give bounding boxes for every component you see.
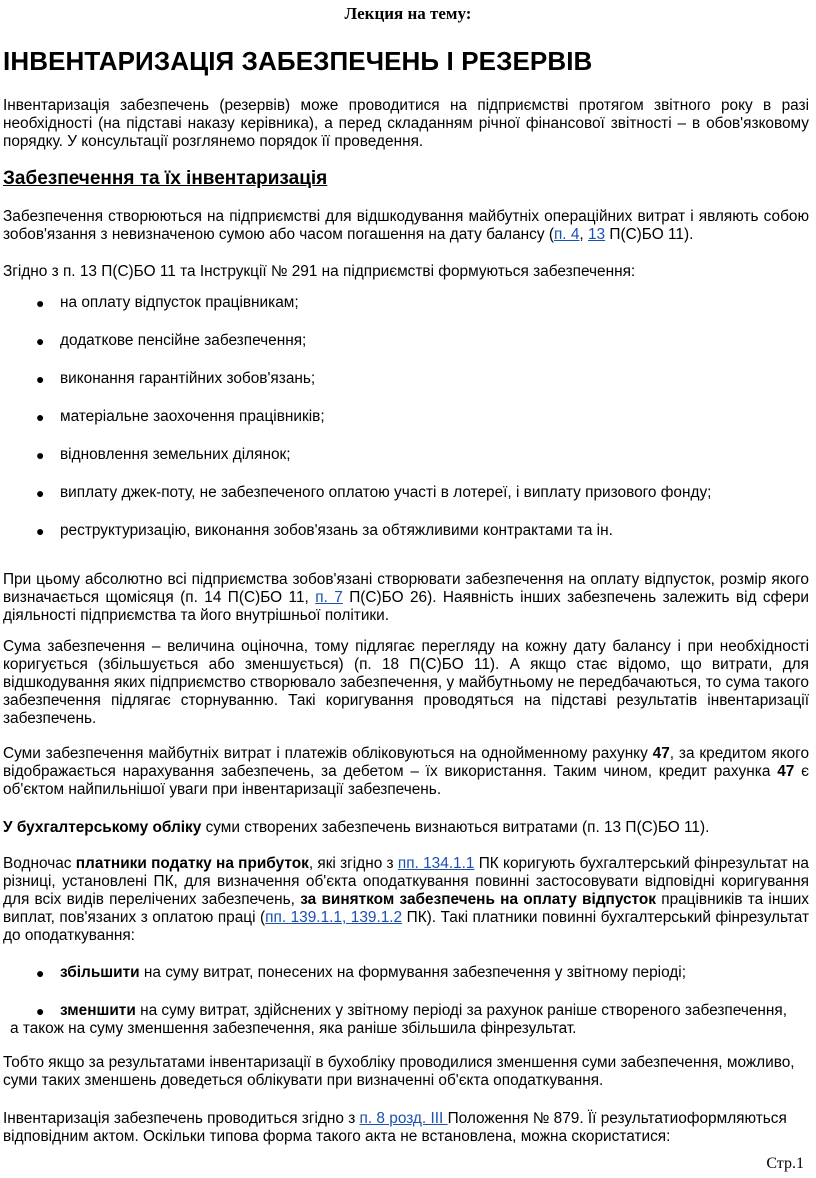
list-item: ● виплату джек-поту, не забезпеченого оплатою участі в лотереї, і виплату призового фонду; — [36, 484, 712, 501]
list-item: ● додаткове пенсійне забезпечення; — [36, 332, 307, 349]
link-p8-section-3[interactable]: п. 8 розд. ІІІ — [359, 1110, 448, 1127]
section-heading: Забезпечення та їх інвентаризація — [3, 168, 328, 189]
bullet-icon: ● — [36, 1003, 45, 1019]
lecture-header: Лекция на тему: — [344, 4, 472, 23]
paragraph-taxpayers: Водночас платники податку на прибуток, які згідно з пп. 134.1.1 ПК коригують бухгалтерський фінрезультат на різниці, установлені ПК, для визначення об'єкта оподаткування повинні застосовувати відповідні коригування для всіх видів перелічених забезпечень, за винятком забезпечень на оплату відпусток працівників та інших виплат, пов'язаних з оплатою праці (пп. 139.1.1, 139.1.2 ПК). Такі платники повинні бухгалтерський фінрезультат до оподаткування: — [3, 855, 809, 944]
document-title: ІНВЕНТАРИЗАЦІЯ ЗАБЕЗПЕЧЕНЬ І РЕЗЕРВІВ — [3, 46, 593, 76]
bullet-icon: ● — [36, 447, 45, 463]
paragraph-inventory-result: Тобто якщо за результатами інвентаризації в бухобліку проводилися зменшення суми забезпечення, можливо, суми таких зменшень доведеться облікувати при визначенні об'єкта оподаткування. — [3, 1054, 795, 1089]
bullet-icon: ● — [36, 333, 45, 349]
bullet-icon: ● — [36, 295, 45, 311]
link-p13[interactable]: 13 — [587, 226, 606, 243]
bullet-icon: ● — [36, 371, 45, 387]
paragraph-accounting: У бухгалтерському обліку суми створених забезпечень визнаються витратами (п. 13 П(С)БО 11). — [3, 819, 710, 836]
bullet-icon: ● — [36, 485, 45, 501]
list-item: ● збільшити на суму витрат, понесених на формування забезпечення у звітному періоді; — [36, 964, 686, 981]
link-pp-134-1-1[interactable]: пп. 134.1.1 — [397, 855, 475, 872]
provisions-list — [0, 294, 816, 560]
paragraph-types-intro: Згідно з п. 13 П(С)БО 11 та Інструкції № 291 на підприємстві формуються забезпечення: — [3, 263, 636, 280]
adjustments-list — [0, 964, 816, 1038]
paragraph-account-47: Суми забезпечення майбутніх витрат і платежів обліковуються на однойменному рахунку 47, за кредитом якого відображається нарахування забезпечень, за дебетом – їх використання. Таким чином, кредит рахунка 47 є об'єктом найпильнішої уваги при інвентаризації забезпечень. — [3, 745, 810, 798]
intro-paragraph: Інвентаризація забезпечень (резервів) може проводитися на підприємстві протягом звітного року в разі необхідності (на підставі наказу керівника), а перед складанням річної фінансової звітності – в обов'язковому порядку. У консультації розглянемо порядок її проведення. — [3, 97, 809, 150]
list-item: ● на оплату відпусток працівникам; — [36, 294, 299, 311]
paragraph-estimate: Сума забезпечення – величина оціночна, тому підлягає перегляду на кожну дату балансу і при необхідності коригується (збільшується або зменшується) (п. 18 П(С)БО 11). А якщо стає відомо, що витрати, для відшкодування яких підприємство створювало забезпечення, у майбутньому не передбачаються, то сума такого забезпечення підлягає сторнуванню. Такі коригування проводяться на підставі результатів інвентаризації забезпечень. — [3, 638, 809, 727]
link-p7[interactable]: п. 7 — [315, 589, 343, 606]
paragraph-definition: Забезпечення створюються на підприємстві для відшкодування майбутніх операційних витрат і являють собою зобов'язання з невизначеною сумою або часом погашення на дату балансу (п. 4, 13 П(С)БО 11). — [3, 208, 809, 243]
link-pp-139[interactable]: пп. 139.1.1, 139.1.2 — [265, 909, 403, 926]
link-p4[interactable]: п. 4 — [553, 226, 580, 243]
bullet-icon: ● — [36, 965, 45, 981]
list-item: ● матеріальне заохочення працівників; — [36, 408, 325, 425]
bullet-icon: ● — [36, 523, 45, 539]
list-item: ● відновлення земельних ділянок; — [36, 446, 291, 463]
paragraph-vacation-provision: При цьому абсолютно всі підприємства зобов'язані створювати забезпечення на оплату відпусток, розмір якого визначається щомісяця (п. 14 П(С)БО 11, п. 7 П(С)БО 26). Наявність інших забезпечень залежить від сфери діяльності підприємства та його внутрішньої політики. — [3, 571, 809, 624]
paragraph-inventory-procedure: Інвентаризація забезпечень проводиться згідно з п. 8 розд. ІІІ Положення № 879. Її результатиоформляються відповідним актом. Оскільки типова форма такого акта не встановлена, можна скористатися: — [3, 1110, 787, 1145]
page-number: Стр.1 — [766, 1155, 804, 1172]
list-item: ● зменшити на суму витрат, здійснених у звітному періоді за рахунок раніше створеного забезпечення, а також на суму зменшення забезпечення, яка раніше збільшила фінрезультат. — [10, 1002, 788, 1037]
list-item: ● виконання гарантійних зобов'язань; — [36, 370, 316, 387]
list-item: ● реструктуризацію, виконання зобов'язань за обтяжливими контрактами та ін. — [36, 522, 613, 539]
bullet-icon: ● — [36, 409, 45, 425]
